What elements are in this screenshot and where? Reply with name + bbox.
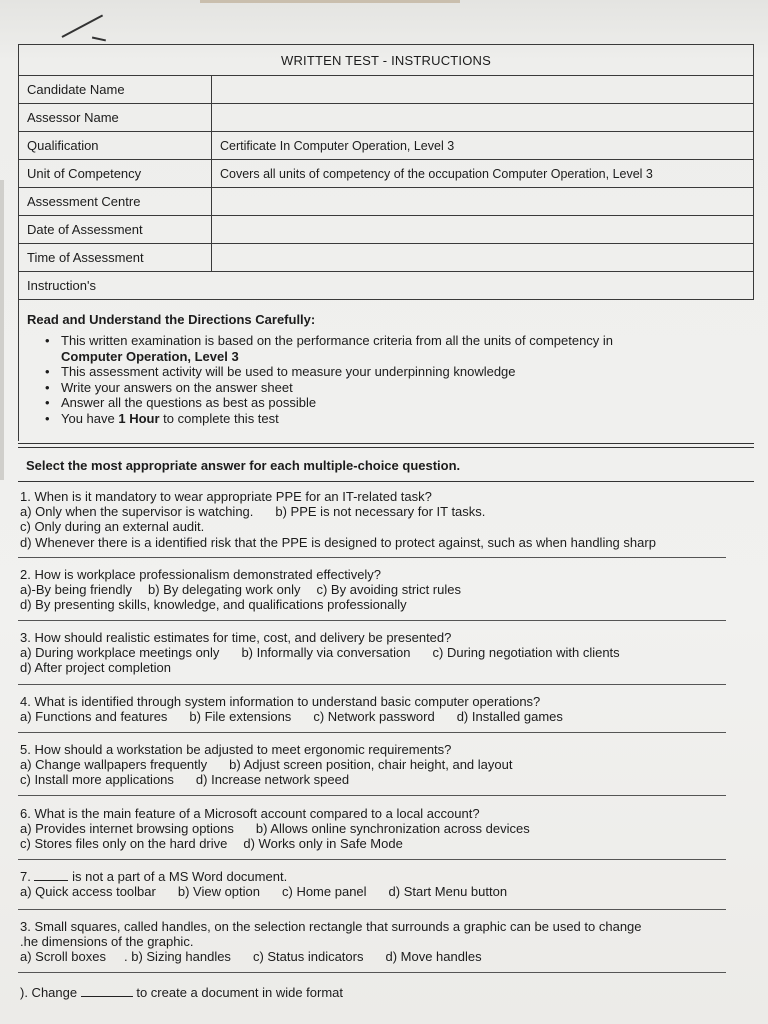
question-options-line xyxy=(20,821,760,836)
option-text: d) Whenever there is a identified risk that the PPE is designed to protect against, such as when handling sharp xyxy=(20,534,656,550)
row-time-of-assessment xyxy=(19,244,754,272)
directions-title: Read and Understand the Directions Carefully: xyxy=(27,312,316,327)
option-text: a) Scroll boxes xyxy=(20,949,106,965)
direction-item: • This assessment activity will be used to measure your underpinning knowledge xyxy=(43,364,613,380)
option-text: d) Installed games xyxy=(456,709,563,725)
option-text: b) PPE is not necessary for IT tasks. xyxy=(275,504,486,520)
question-options-line xyxy=(20,884,760,899)
option-text: c) Stores files only on the hard drive xyxy=(20,836,228,852)
assessor-name-label: Assessor Name xyxy=(19,104,212,132)
option-text: d) After project completion xyxy=(20,660,172,676)
question-options-line xyxy=(20,772,760,787)
option-text: c) Network password xyxy=(313,709,435,725)
question-6 xyxy=(20,806,760,852)
question-options-line xyxy=(20,757,760,772)
question-number: 7. xyxy=(20,869,31,884)
directions-section xyxy=(18,299,755,441)
option-text: c) Home panel xyxy=(282,884,367,900)
question-stem: 1. When is it mandatory to wear appropriate PPE for an IT-related task? xyxy=(20,489,432,504)
option-text: d) By presenting skills, knowledge, and qualifications professionally xyxy=(20,597,407,613)
question-5 xyxy=(20,742,760,788)
unit-of-competency-value: Covers all units of competency of the occupation Computer Operation, Level 3 xyxy=(212,160,754,188)
question-7 xyxy=(20,869,760,899)
question-stem: 3. How should realistic estimates for time, cost, and delivery be presented? xyxy=(20,630,452,645)
binding-shadow xyxy=(0,180,4,480)
question-3 xyxy=(20,630,760,676)
option-text: a) Functions and features xyxy=(20,709,168,725)
date-of-assessment-label: Date of Assessment xyxy=(19,216,212,244)
row-instructions xyxy=(19,272,754,300)
question-stem: 2. How is workplace professionalism demonstrated effectively? xyxy=(20,567,382,582)
question-divider xyxy=(18,684,726,685)
question-divider xyxy=(18,557,726,558)
assessment-centre-field[interactable] xyxy=(212,188,754,216)
unit-of-competency-label: Unit of Competency xyxy=(19,160,212,188)
question-divider xyxy=(18,732,726,733)
direction-item-text: You have xyxy=(61,410,119,426)
form-title: WRITTEN TEST - INSTRUCTIONS xyxy=(19,45,754,76)
question-stem: 4. What is identified through system information to understand basic computer operations? xyxy=(20,694,541,709)
option-text: b) Adjust screen position, chair height, and layout xyxy=(229,757,513,773)
option-text: b) File extensions xyxy=(189,709,292,725)
instructions-label: Instruction's xyxy=(19,272,754,300)
option-text: a) Change wallpapers frequently xyxy=(20,757,208,773)
direction-item xyxy=(43,411,613,427)
question-1 xyxy=(20,489,760,550)
option-text: c) Install more applications xyxy=(20,772,174,788)
row-unit-of-competency xyxy=(19,160,754,188)
option-text: d) Move handles xyxy=(385,949,482,965)
assessment-centre-label: Assessment Centre xyxy=(19,188,212,216)
question-options-line xyxy=(20,582,760,597)
question-divider xyxy=(18,620,726,621)
direction-item: • Answer all the questions as best as possible xyxy=(43,395,613,411)
assessor-name-field[interactable] xyxy=(212,104,754,132)
option-text: c) Only during an external audit. xyxy=(20,519,205,535)
option-text: c) By avoiding strict rules xyxy=(316,582,461,598)
option-text: a) Provides internet browsing options xyxy=(20,821,234,837)
question-8 xyxy=(20,919,760,965)
row-assessment-centre xyxy=(19,188,754,216)
question-text: to create a document in wide format xyxy=(136,985,344,1000)
question-options-line xyxy=(20,504,760,519)
option-text: c) Status indicators xyxy=(252,949,364,965)
date-of-assessment-field[interactable] xyxy=(212,216,754,244)
question-options-line xyxy=(20,709,760,724)
option-text: a) Quick access toolbar xyxy=(20,884,156,900)
question-number: ). Change xyxy=(20,985,78,1000)
question-4 xyxy=(20,694,760,724)
option-text: a)-By being friendly xyxy=(20,582,132,598)
paper-top-edge xyxy=(200,0,460,3)
option-text: a) During workplace meetings only xyxy=(20,645,220,661)
qualification-label: Qualification xyxy=(19,132,212,160)
divider-rule xyxy=(18,443,754,444)
section-heading: Select the most appropriate answer for each multiple-choice question. xyxy=(26,458,461,473)
question-9 xyxy=(20,985,760,1000)
option-text: a) Only when the supervisor is watching. xyxy=(20,504,254,520)
question-stem xyxy=(20,985,760,1000)
option-text: d) Works only in Safe Mode xyxy=(243,836,403,852)
question-divider xyxy=(18,795,726,796)
directions-list xyxy=(43,333,613,426)
question-options-line xyxy=(20,836,760,851)
question-options-line xyxy=(20,949,760,964)
direction-item-text: This written examination is based on the performance criteria from all the units of competency in xyxy=(61,333,614,348)
question-text: is not a part of a MS Word document. xyxy=(72,869,288,884)
option-text: b) Informally via conversation xyxy=(241,645,411,661)
option-text: b) By delegating work only xyxy=(148,582,301,598)
question-stem-continuation: .he dimensions of the graphic. xyxy=(20,934,194,950)
row-qualification xyxy=(19,132,754,160)
row-candidate-name xyxy=(19,76,754,104)
answer-blank xyxy=(81,996,133,997)
candidate-name-label: Candidate Name xyxy=(19,76,212,104)
option-text: d) Start Menu button xyxy=(388,884,508,900)
row-assessor-name xyxy=(19,104,754,132)
question-divider xyxy=(18,909,726,910)
question-stem: 6. What is the main feature of a Microsoft account compared to a local account? xyxy=(20,806,480,821)
direction-item: • Write your answers on the answer sheet xyxy=(43,380,613,396)
direction-item xyxy=(43,333,613,364)
question-2 xyxy=(20,567,760,613)
direction-item-continuation: Computer Operation, Level 3 xyxy=(61,348,239,364)
question-stem: 3. Small squares, called handles, on the selection rectangle that surrounds a graphic can be used to change xyxy=(20,919,642,934)
time-of-assessment-field[interactable] xyxy=(212,244,754,272)
row-date-of-assessment xyxy=(19,216,754,244)
candidate-info-table xyxy=(18,44,754,300)
qualification-value: Certificate In Computer Operation, Level 3 xyxy=(212,132,754,160)
divider-rule xyxy=(18,481,754,482)
option-text: d) Increase network speed xyxy=(195,772,350,788)
question-stem: 5. How should a workstation be adjusted to meet ergonomic requirements? xyxy=(20,742,452,757)
option-text: c) During negotiation with clients xyxy=(432,645,620,661)
time-limit-emphasis: 1 Hour xyxy=(118,410,160,426)
question-divider xyxy=(18,972,726,973)
question-options-line xyxy=(20,645,760,660)
option-text: b) View option xyxy=(177,884,260,900)
candidate-name-field[interactable] xyxy=(212,76,754,104)
option-text: . b) Sizing handles xyxy=(123,949,231,965)
direction-item-text: to complete this test xyxy=(159,410,279,426)
divider-rule xyxy=(18,447,754,448)
option-text: b) Allows online synchronization across devices xyxy=(255,821,530,837)
question-stem xyxy=(20,869,760,884)
question-divider xyxy=(18,859,726,860)
answer-blank xyxy=(34,880,68,881)
time-of-assessment-label: Time of Assessment xyxy=(19,244,212,272)
